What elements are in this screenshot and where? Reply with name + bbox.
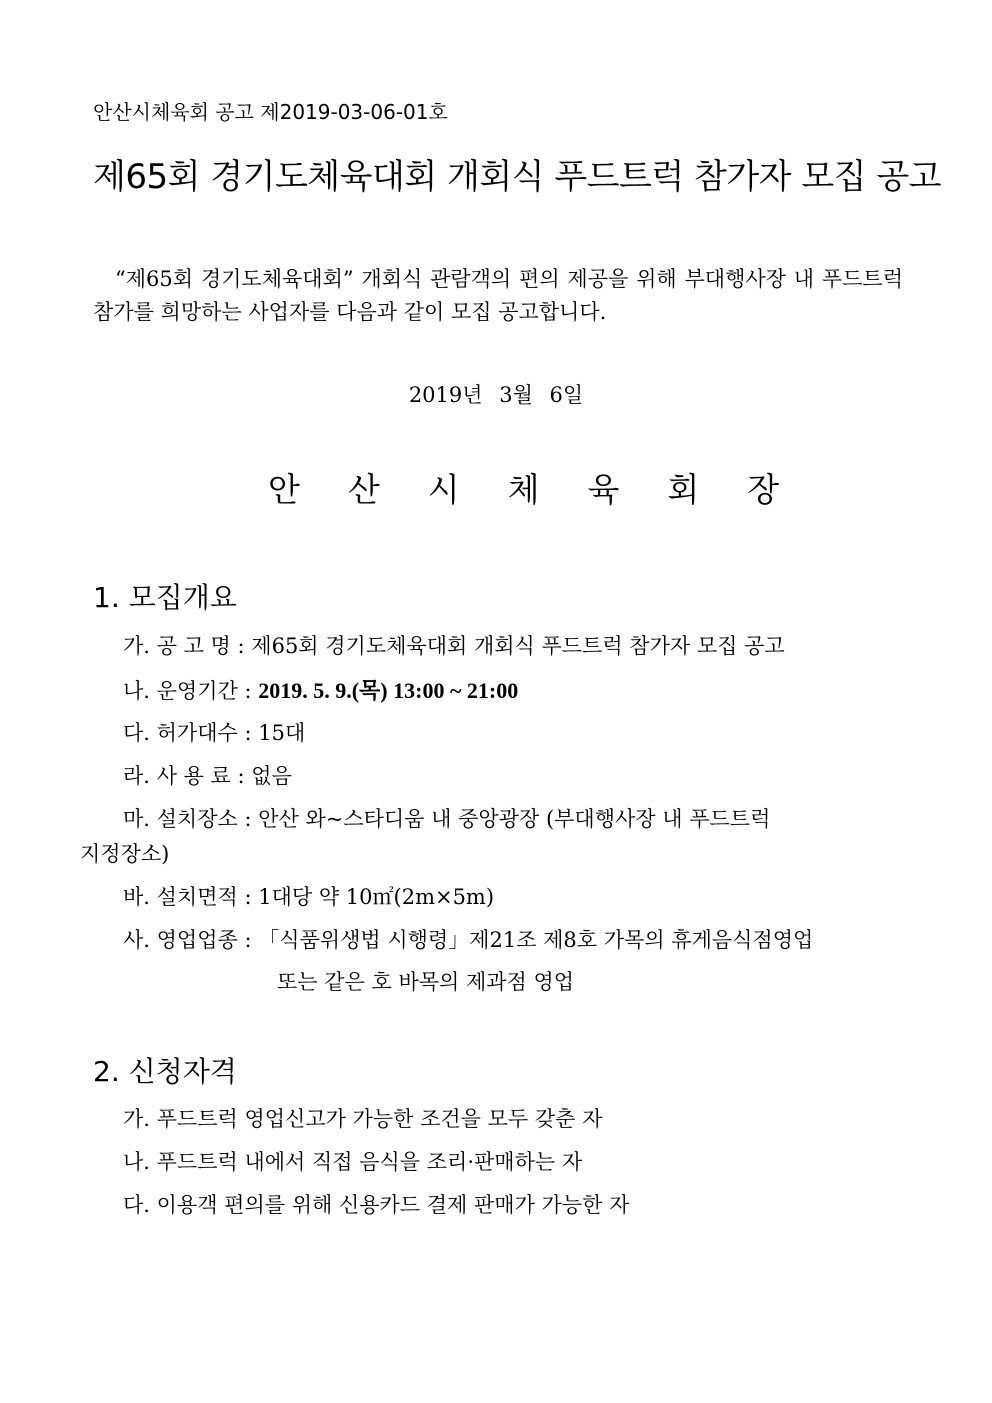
eligibility-item: 나. 푸드트럭 내에서 직접 음식을 조리·판매하는 자 — [123, 1150, 583, 1174]
overview-item-business-type — [123, 930, 813, 951]
eligibility-item: 다. 이용객 편의를 위해 신용카드 결제 판매가 가능한 자 — [123, 1193, 630, 1217]
item-label: 가. 공 고 명 : — [123, 634, 245, 658]
business-type-continuation: 또는 같은 호 바목의 제과점 영업 — [277, 970, 575, 994]
item-value: 없음 — [251, 764, 292, 788]
overview-item-period — [123, 680, 518, 702]
section-2-title: 2. 신청자격 — [93, 1055, 237, 1088]
overview-item-name — [123, 636, 785, 657]
item-value: 1대당 약 10㎡(2m×5m) — [258, 885, 495, 909]
item-label: 라. 사 용 료 : — [123, 764, 245, 788]
item-label: 나. 운영기간 : — [123, 679, 252, 703]
eligibility-item: 가. 푸드트럭 영업신고가 가능한 조건을 모두 갖춘 자 — [123, 1107, 603, 1131]
section-1-title: 1. 모집개요 — [93, 581, 237, 614]
intro-paragraph: “제65회 경기도체육대회” 개회식 관람객의 편의 제공을 위해 부대행사장 내 푸드트럭 참가를 희망하는 사업자를 다음과 같이 모집 공고합니다. — [93, 267, 903, 324]
location-continuation: 지정장소) — [80, 842, 170, 866]
item-value: 15대 — [258, 721, 306, 745]
overview-item-fee — [123, 766, 292, 787]
item-label: 바. 설치면적 : — [123, 885, 252, 909]
item-label: 다. 허가대수 : — [123, 721, 252, 745]
item-value: 안산 와~스타디움 내 중앙광장 (부대행사장 내 푸드트럭 — [258, 807, 771, 831]
item-value: 제65회 경기도체육대회 개회식 푸드트럭 참가자 모집 공고 — [251, 634, 785, 658]
item-value: 「식품위생법 시행령」제21조 제8호 가목의 휴게음식점영업 — [258, 928, 814, 952]
issuer-name: 안산시체육회장 — [268, 470, 828, 509]
item-label: 마. 설치장소 : — [123, 807, 252, 831]
document-title: 제65회 경기도체육대회 개회식 푸드트럭 참가자 모집 공고 — [93, 157, 942, 197]
overview-item-count — [123, 723, 305, 744]
overview-item-location — [123, 809, 770, 830]
item-value: 2019. 5. 9.(목) 13:00 ~ 21:00 — [258, 678, 519, 703]
notice-number: 안산시체육회 공고 제2019-03-06-01호 — [93, 100, 448, 124]
overview-item-area — [123, 887, 494, 908]
announcement-date: 2019년 3월 6일 — [408, 383, 584, 407]
item-label: 사. 영업업종 : — [123, 928, 252, 952]
